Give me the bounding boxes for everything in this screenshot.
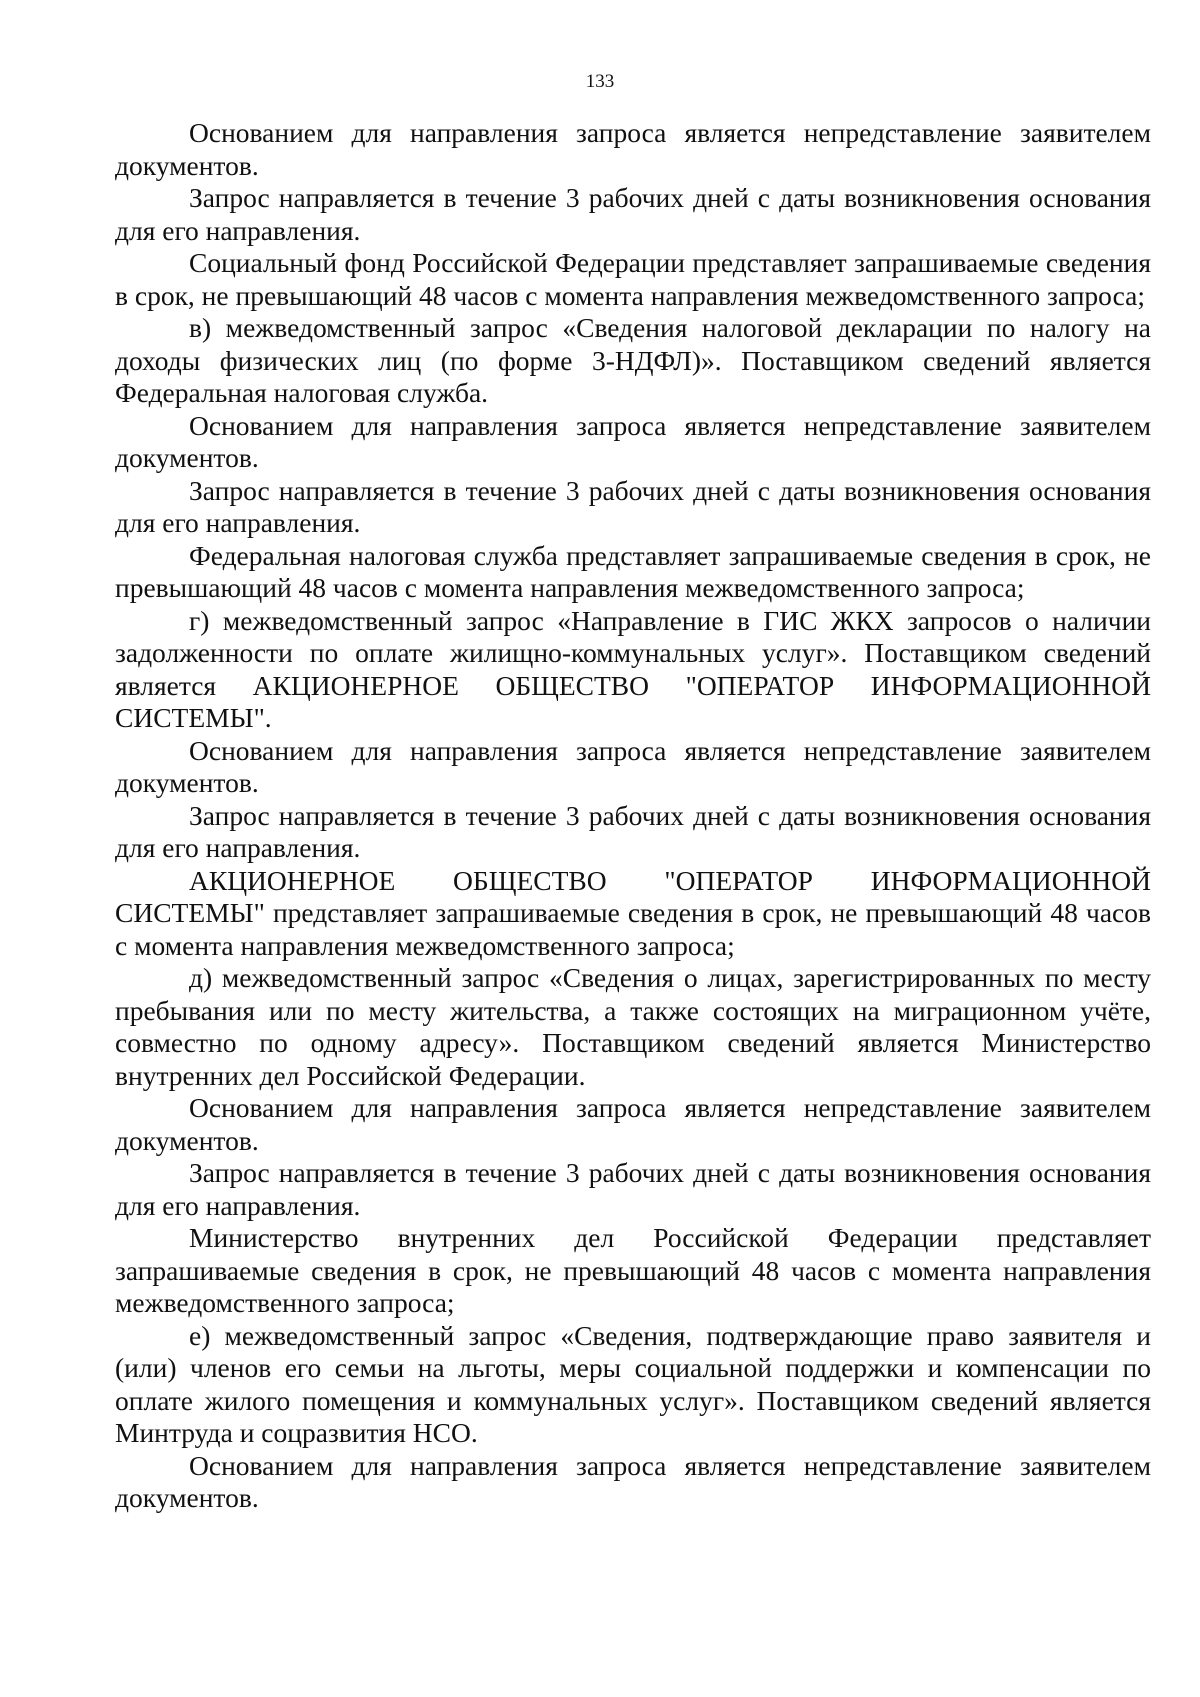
page-number: 133 — [585, 71, 615, 92]
paragraph: Основанием для направления запроса является непредставление заявителем документов. — [115, 1449, 1151, 1513]
paragraph: Основанием для направления запроса является непредставление заявителем документов. — [115, 734, 1151, 798]
paragraph: г) межведомственный запрос «Направление в ГИС ЖКХ запросов о наличии задолженности по оплате жилищно-коммунальных услуг». Поставщиком сведений является АКЦИОНЕРНОЕ ОБЩЕСТВО "ОПЕРАТОР ИНФОРМАЦИОННОЙ СИСТЕМЫ". — [115, 604, 1151, 733]
paragraph: Социальный фонд Российской Федерации представляет запрашиваемые сведения в срок, не превышающий 48 часов с момента направления межведомственного запроса; — [115, 247, 1151, 311]
paragraph: Министерство внутренних дел Российской Федерации представляет запрашиваемые сведения в срок, не превышающий 48 часов с момента направления межведомственного запроса; — [115, 1222, 1151, 1318]
paragraph: Запрос направляется в течение 3 рабочих дней с даты возникновения основания для его направления. — [115, 182, 1151, 246]
paragraph: Основанием для направления запроса является непредставление заявителем документов. — [115, 1092, 1151, 1156]
paragraph: АКЦИОНЕРНОЕ ОБЩЕСТВО "ОПЕРАТОР ИНФОРМАЦИОННОЙ СИСТЕМЫ" представляет запрашиваемые сведения в срок, не превышающий 48 часов с момента направления межведомственного запроса; — [115, 864, 1151, 961]
document-body — [115, 117, 1151, 1515]
paragraph: Запрос направляется в течение 3 рабочих дней с даты возникновения основания для его направления. — [115, 799, 1151, 863]
paragraph: е) межведомственный запрос «Сведения, подтверждающие право заявителя и (или) членов его семьи на льготы, меры социальной поддержки и компенсации по оплате жилого помещения и коммунальных услуг». Поставщиком сведений является Минтруда и соцразвития НСО. — [115, 1319, 1151, 1448]
paragraph: д) межведомственный запрос «Сведения о лицах, зарегистрированных по месту пребывания или по месту жительства, а также состоящих на миграционном учёте, совместно по одному адресу». Поставщиком сведений является Министерство внутренних дел Российской Федерации. — [115, 962, 1151, 1091]
paragraph: Основанием для направления запроса является непредставление заявителем документов. — [115, 117, 1151, 181]
paragraph: Федеральная налоговая служба представляет запрашиваемые сведения в срок, не превышающий 48 часов с момента направления межведомственного запроса; — [115, 539, 1151, 603]
paragraph: в) межведомственный запрос «Сведения налоговой декларации по налогу на доходы физических лиц (по форме 3-НДФЛ)». Поставщиком сведений является Федеральная налоговая служба. — [115, 312, 1151, 408]
paragraph: Основанием для направления запроса является непредставление заявителем документов. — [115, 409, 1151, 473]
paragraph: Запрос направляется в течение 3 рабочих дней с даты возникновения основания для его направления. — [115, 474, 1151, 538]
paragraph: Запрос направляется в течение 3 рабочих дней с даты возникновения основания для его направления. — [115, 1157, 1151, 1221]
